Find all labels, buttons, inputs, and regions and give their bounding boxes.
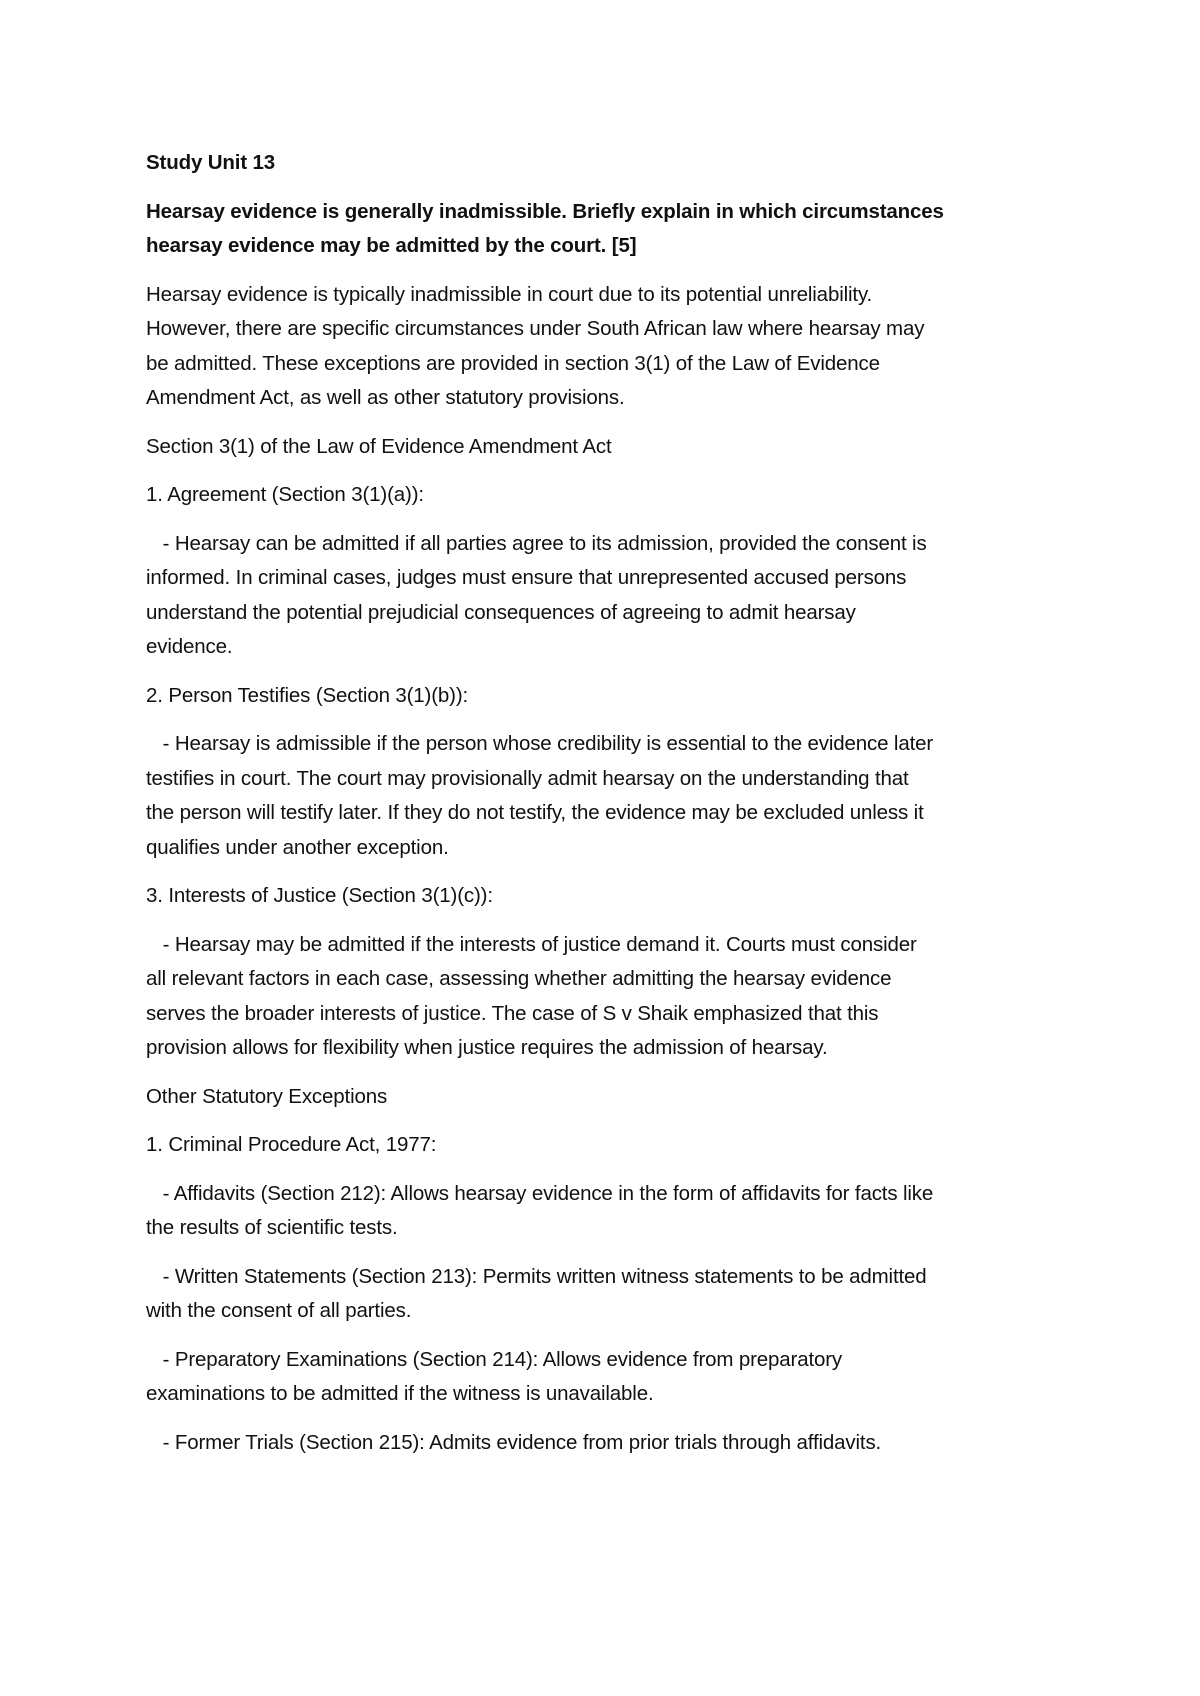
body-line: - Written Statements (Section 213): Permits written witness statements to be admitted xyxy=(146,1264,927,1288)
document-page xyxy=(146,146,1076,1474)
body-line: - Preparatory Examinations (Section 214): Allows evidence from preparatory xyxy=(146,1347,843,1371)
exception-written-statements xyxy=(146,1260,1076,1329)
item-body-person-testifies xyxy=(146,727,1076,865)
body-line: - Hearsay can be admitted if all parties agree to its admission, provided the consent is xyxy=(146,531,927,555)
intro-line: However, there are specific circumstances under South African law where hearsay may xyxy=(146,317,925,340)
question-text xyxy=(146,195,1076,264)
item-body-agreement xyxy=(146,527,1076,665)
body-line: - Hearsay is admissible if the person whose credibility is essential to the evidence later xyxy=(146,732,934,755)
body-line: the results of scientific tests. xyxy=(146,1216,398,1239)
body-line: - Hearsay may be admitted if the interests of justice demand it. Courts must consider xyxy=(146,932,917,956)
item-heading-agreement: 1. Agreement (Section 3(1)(a)): xyxy=(146,483,424,506)
body-line: provision allows for flexibility when justice requires the admission of hearsay. xyxy=(146,1036,828,1059)
body-line: evidence. xyxy=(146,635,233,658)
exception-affidavits xyxy=(146,1177,1076,1246)
body-line: testifies in court. The court may provisionally admit hearsay on the understanding that xyxy=(146,766,909,790)
section-heading: Other Statutory Exceptions xyxy=(146,1084,388,1108)
exception-former-trials xyxy=(146,1426,1076,1461)
question-line: hearsay evidence may be admitted by the court. [5] xyxy=(146,234,637,257)
intro-line: Amendment Act, as well as other statutory provisions. xyxy=(146,386,625,409)
item-body-interests-of-justice xyxy=(146,928,1076,1066)
body-line: all relevant factors in each case, assessing whether admitting the hearsay evidence xyxy=(146,967,892,990)
body-line: serves the broader interests of justice. The case of S v Shaik emphasized that this xyxy=(146,1001,879,1025)
question-line: Hearsay evidence is generally inadmissible. Briefly explain in which circumstances xyxy=(146,199,944,223)
exception-preparatory-examinations xyxy=(146,1343,1076,1412)
intro-line: Hearsay evidence is typically inadmissible in court due to its potential unreliability. xyxy=(146,282,873,306)
act-heading: 1. Criminal Procedure Act, 1977: xyxy=(146,1133,437,1156)
body-line: with the consent of all parties. xyxy=(146,1299,412,1322)
intro-paragraph xyxy=(146,278,1076,416)
study-unit-title: Study Unit 13 xyxy=(146,151,276,174)
body-line: understand the potential prejudicial consequences of agreeing to admit hearsay xyxy=(146,600,856,624)
section-heading: Section 3(1) of the Law of Evidence Amendment Act xyxy=(146,434,612,458)
intro-line: be admitted. These exceptions are provided in section 3(1) of the Law of Evidence xyxy=(146,351,880,375)
item-heading-person-testifies: 2. Person Testifies (Section 3(1)(b)): xyxy=(146,683,469,707)
body-line: - Affidavits (Section 212): Allows hearsay evidence in the form of affidavits for facts like xyxy=(146,1181,934,1205)
body-line: examinations to be admitted if the witness is unavailable. xyxy=(146,1382,654,1405)
body-line: - Former Trials (Section 215): Admits evidence from prior trials through affidavits. xyxy=(146,1430,882,1454)
item-heading-interests-of-justice: 3. Interests of Justice (Section 3(1)(c)): xyxy=(146,884,493,907)
body-line: informed. In criminal cases, judges must ensure that unrepresented accused persons xyxy=(146,566,907,589)
body-line: the person will testify later. If they do not testify, the evidence may be excluded unless it xyxy=(146,801,924,824)
body-line: qualifies under another exception. xyxy=(146,835,449,859)
